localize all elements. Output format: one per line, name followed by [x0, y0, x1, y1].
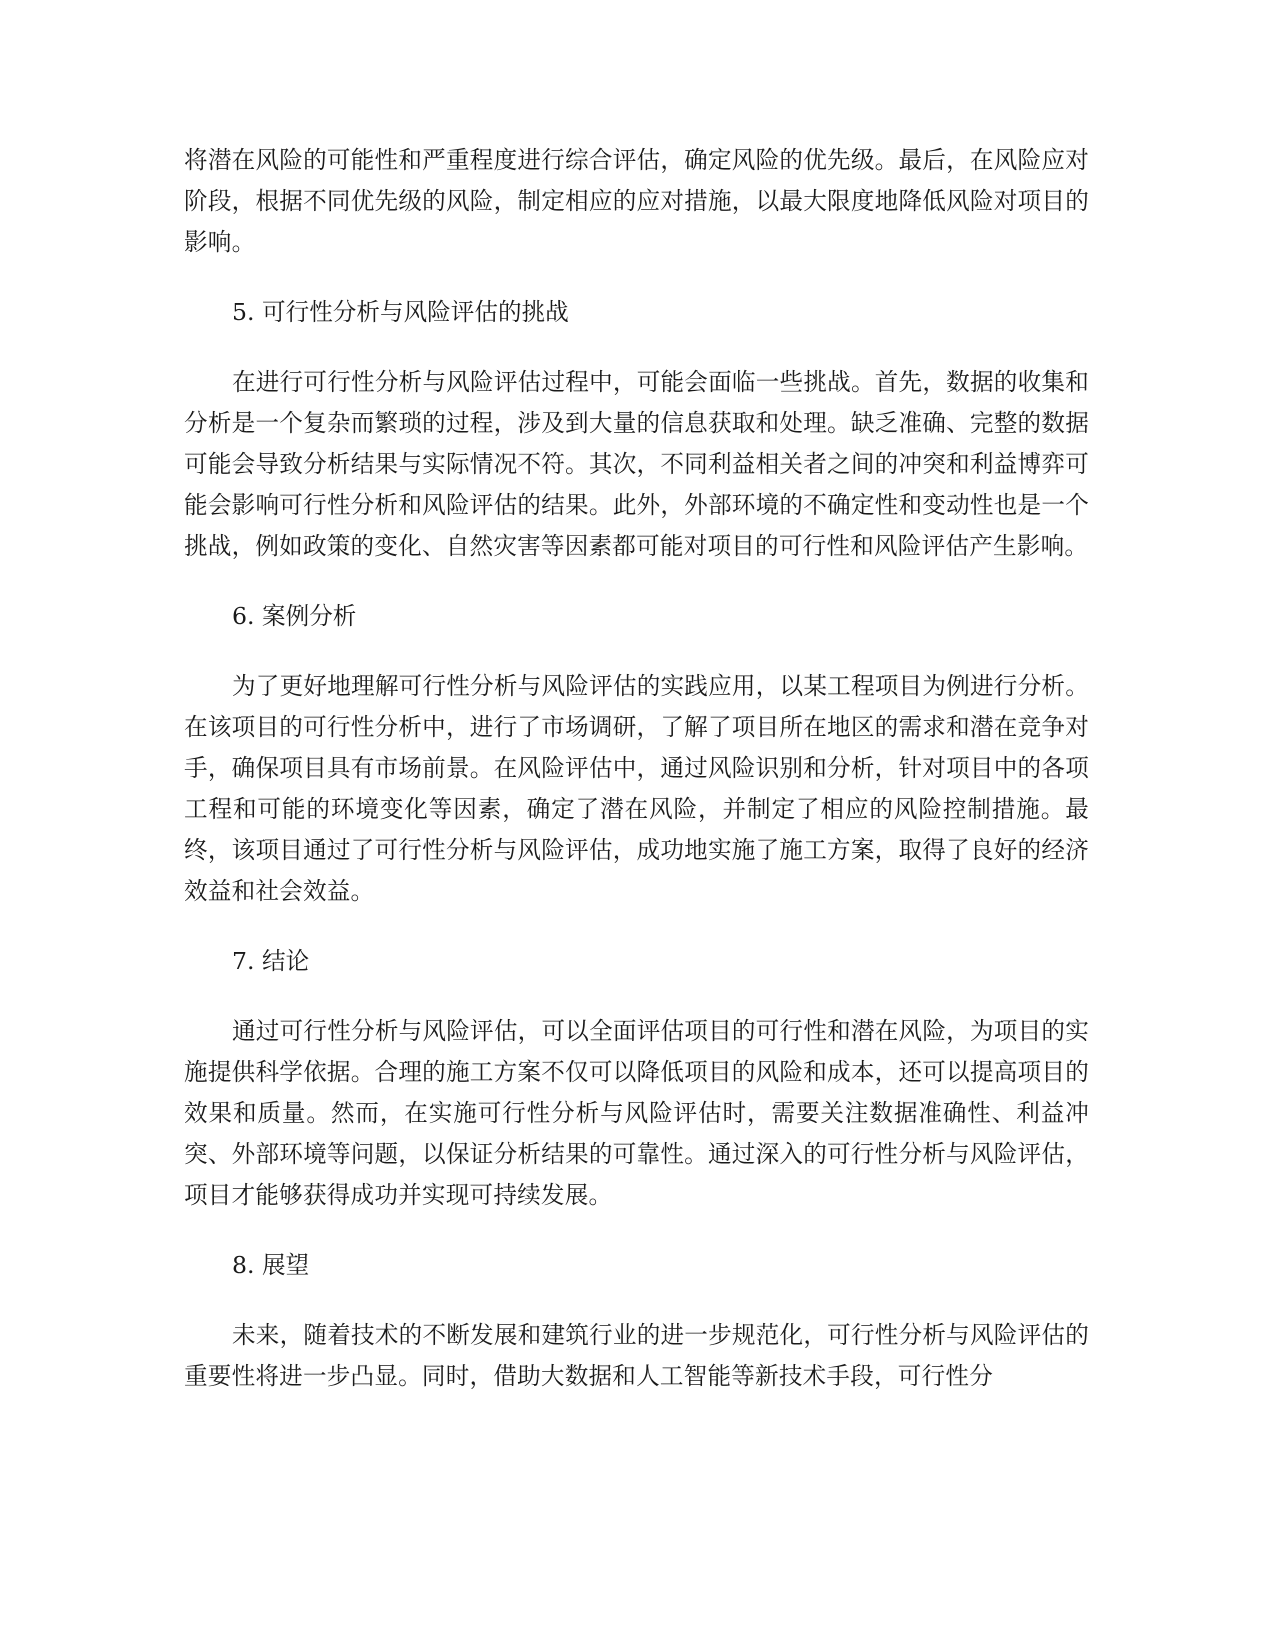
section-paragraph: 通过可行性分析与风险评估，可以全面评估项目的可行性和潜在风险，为项目的实施提供科学依据。合理的施工方案不仅可以降低项目的风险和成本，还可以提高项目的效果和质量。然而，在实施可行性分析与风险评估时，需要关注数据准确性、利益冲突、外部环境等问题，以保证分析结果的可靠性。通过深入的可行性分析与风险评估，项目才能够获得成功并实现可持续发展。 — [184, 1017, 1089, 1209]
spacer — [184, 1216, 1089, 1245]
spacer — [184, 912, 1089, 941]
section-heading: 5. 可行性分析与风险评估的挑战 — [232, 298, 569, 326]
section-outlook — [184, 1245, 1089, 1397]
spacer — [184, 333, 1089, 362]
section-case-study — [184, 596, 1089, 941]
section-paragraph: 未来，随着技术的不断发展和建筑行业的进一步规范化，可行性分析与风险评估的重要性将进一步凸显。同时，借助大数据和人工智能等新技术手段，可行性分 — [184, 1321, 1089, 1390]
section-heading: 7. 结论 — [232, 947, 310, 975]
section-conclusion — [184, 941, 1089, 1245]
spacer — [184, 1286, 1089, 1315]
section-paragraph: 在进行可行性分析与风险评估过程中，可能会面临一些挑战。首先，数据的收集和分析是一个复杂而繁琐的过程，涉及到大量的信息获取和处理。缺乏准确、完整的数据可能会导致分析结果与实际情况不符。其次，不同利益相关者之间的冲突和利益博弈可能会影响可行性分析和风险评估的结果。此外，外部环境的不确定性和变动性也是一个挑战，例如政策的变化、自然灾害等因素都可能对项目的可行性和风险评估产生影响。 — [184, 368, 1089, 560]
spacer — [184, 567, 1089, 596]
section-heading: 6. 案例分析 — [232, 602, 357, 630]
section-heading: 8. 展望 — [232, 1251, 310, 1279]
spacer — [184, 982, 1089, 1011]
spacer — [184, 263, 1089, 292]
section-paragraph: 为了更好地理解可行性分析与风险评估的实践应用，以某工程项目为例进行分析。在该项目的可行性分析中，进行了市场调研，了解了项目所在地区的需求和潜在竞争对手，确保项目具有市场前景。在风险评估中，通过风险识别和分析，针对项目中的各项工程和可能的环境变化等因素，确定了潜在风险，并制定了相应的风险控制措施。最终，该项目通过了可行性分析与风险评估，成功地实施了施工方案，取得了良好的经济效益和社会效益。 — [184, 672, 1089, 905]
spacer — [184, 637, 1089, 666]
section-challenges — [184, 292, 1089, 596]
document-body — [184, 140, 1089, 1397]
intro-paragraph: 将潜在风险的可能性和严重程度进行综合评估，确定风险的优先级。最后，在风险应对阶段，根据不同优先级的风险，制定相应的应对措施，以最大限度地降低风险对项目的影响。 — [184, 146, 1089, 256]
